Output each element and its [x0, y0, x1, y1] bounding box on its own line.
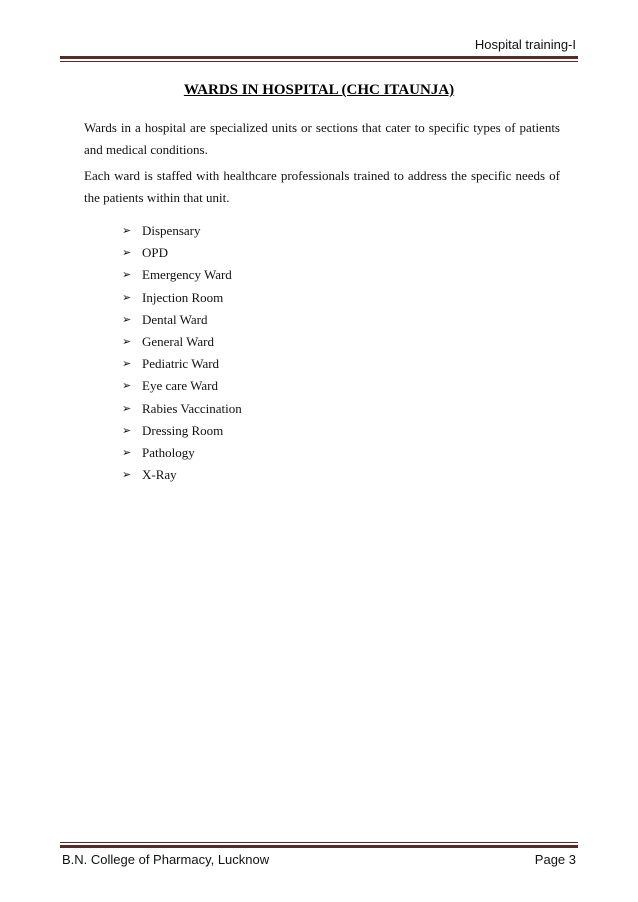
arrow-bullet-icon: ➢	[122, 335, 132, 348]
list-item	[122, 287, 242, 309]
paragraph-intro: Wards in a hospital are specialized units or sections that cater to specific types of patients and medical conditions.	[84, 120, 560, 157]
list-item	[122, 242, 242, 264]
ward-label: Pediatric Ward	[142, 356, 220, 372]
arrow-bullet-icon: ➢	[122, 446, 132, 459]
list-item	[122, 331, 242, 353]
footer-page-number: Page 3	[534, 852, 576, 867]
arrow-bullet-icon: ➢	[122, 424, 132, 437]
arrow-bullet-icon: ➢	[122, 269, 132, 282]
arrow-bullet-icon: ➢	[122, 469, 132, 482]
document-title: WARDS IN HOSPITAL (CHC ITAUNJA)	[183, 82, 455, 98]
arrow-bullet-icon: ➢	[122, 247, 132, 260]
footer-college: B.N. College of Pharmacy, Lucknow	[62, 852, 270, 867]
arrow-bullet-icon: ➢	[122, 225, 132, 237]
arrow-bullet-icon: ➢	[122, 402, 132, 415]
arrow-bullet-icon: ➢	[122, 380, 132, 393]
ward-label: Emergency Ward	[142, 267, 232, 283]
header-rule-thick	[60, 56, 578, 59]
ward-label: Rabies Vaccination	[142, 400, 242, 416]
arrow-bullet-icon: ➢	[122, 313, 132, 326]
list-item	[122, 264, 242, 286]
ward-label: Dressing Room	[142, 422, 224, 438]
ward-label: OPD	[142, 245, 169, 261]
ward-label: Dispensary	[142, 223, 201, 238]
footer-rule-thick	[60, 845, 578, 848]
ward-list	[122, 220, 242, 486]
list-item	[122, 375, 242, 397]
header-rule-thin	[60, 61, 578, 62]
ward-label: Dental Ward	[142, 311, 208, 327]
list-item	[122, 420, 242, 442]
list-item	[122, 309, 242, 331]
ward-label: Eye care Ward	[142, 378, 218, 394]
ward-label: Injection Room	[142, 289, 224, 305]
list-item	[122, 353, 242, 375]
list-item	[122, 220, 242, 242]
paragraph-staff: Each ward is staffed with healthcare professionals trained to address the specific needs of the patients within that unit.	[84, 168, 560, 205]
list-item	[122, 398, 242, 420]
arrow-bullet-icon: ➢	[122, 291, 132, 304]
ward-label: Pathology	[142, 444, 195, 460]
list-item	[122, 464, 242, 486]
arrow-bullet-icon: ➢	[122, 358, 132, 371]
list-item	[122, 442, 242, 464]
header-title: Hospital training-I	[474, 37, 576, 52]
ward-label: X-Ray	[142, 467, 177, 483]
ward-label: General Ward	[142, 333, 214, 349]
footer-rule-thin	[60, 842, 578, 843]
